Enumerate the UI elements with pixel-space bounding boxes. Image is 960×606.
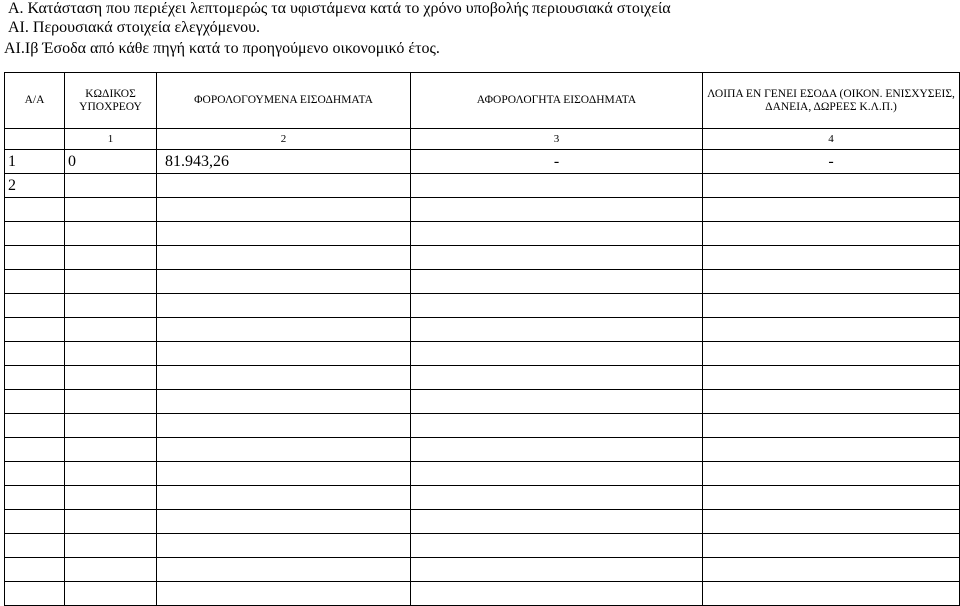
cell-other-income <box>703 270 960 294</box>
table-row <box>5 150 960 174</box>
cell-aa <box>5 414 65 438</box>
cell-code <box>65 510 157 534</box>
cell-taxed-income <box>157 486 411 510</box>
cell-untaxed-income <box>411 510 703 534</box>
column-number-4: 4 <box>703 129 960 150</box>
table-row <box>5 582 960 606</box>
cell-taxed-income <box>157 342 411 366</box>
cell-untaxed-income: - <box>411 150 703 174</box>
cell-aa: 2 <box>5 174 65 198</box>
cell-untaxed-income <box>411 270 703 294</box>
table-row <box>5 222 960 246</box>
cell-other-income <box>703 558 960 582</box>
cell-aa <box>5 558 65 582</box>
cell-code <box>65 558 157 582</box>
cell-other-income <box>703 222 960 246</box>
header-other-income: ΛΟΙΠΑ ΕΝ ΓΕΝΕΙ ΕΣΟΔΑ (ΟΙΚΟΝ. ΕΝΙΣΧΥΣΕΙΣ, ΔΑΝΕΙΑ, ΔΩΡΕΕΣ Κ.Λ.Π.) <box>703 73 960 129</box>
column-number-blank <box>5 129 65 150</box>
cell-other-income <box>703 198 960 222</box>
cell-taxed-income <box>157 534 411 558</box>
table-row <box>5 366 960 390</box>
cell-taxed-income <box>157 558 411 582</box>
cell-aa <box>5 366 65 390</box>
cell-code <box>65 198 157 222</box>
cell-aa <box>5 486 65 510</box>
cell-aa <box>5 342 65 366</box>
table-row <box>5 198 960 222</box>
cell-untaxed-income <box>411 558 703 582</box>
table-row <box>5 246 960 270</box>
cell-aa <box>5 246 65 270</box>
cell-untaxed-income <box>411 462 703 486</box>
cell-untaxed-income <box>411 318 703 342</box>
cell-other-income <box>703 462 960 486</box>
cell-taxed-income <box>157 438 411 462</box>
cell-untaxed-income <box>411 174 703 198</box>
cell-untaxed-income <box>411 246 703 270</box>
cell-code <box>65 462 157 486</box>
cell-other-income <box>703 174 960 198</box>
cell-code <box>65 438 157 462</box>
table-row <box>5 294 960 318</box>
cell-untaxed-income <box>411 438 703 462</box>
cell-taxed-income <box>157 222 411 246</box>
cell-code <box>65 174 157 198</box>
table-row <box>5 342 960 366</box>
cell-other-income <box>703 318 960 342</box>
cell-untaxed-income <box>411 534 703 558</box>
cell-other-income: - <box>703 150 960 174</box>
table-row <box>5 438 960 462</box>
cell-taxed-income <box>157 198 411 222</box>
cell-taxed-income <box>157 294 411 318</box>
cell-code <box>65 294 157 318</box>
table-row <box>5 558 960 582</box>
cell-taxed-income <box>157 582 411 606</box>
cell-untaxed-income <box>411 198 703 222</box>
cell-taxed-income <box>157 390 411 414</box>
cell-code <box>65 270 157 294</box>
cell-taxed-income <box>157 462 411 486</box>
cell-aa <box>5 198 65 222</box>
cell-other-income <box>703 390 960 414</box>
column-number-3: 3 <box>411 129 703 150</box>
cell-code <box>65 222 157 246</box>
cell-aa: 1 <box>5 150 65 174</box>
cell-other-income <box>703 366 960 390</box>
table-header-row <box>5 73 960 129</box>
cell-aa <box>5 582 65 606</box>
cell-code <box>65 246 157 270</box>
table-row <box>5 414 960 438</box>
column-number-row <box>5 129 960 150</box>
cell-taxed-income <box>157 174 411 198</box>
cell-aa <box>5 390 65 414</box>
cell-taxed-income <box>157 246 411 270</box>
cell-taxed-income: 81.943,26 <box>157 150 411 174</box>
cell-code <box>65 342 157 366</box>
table-row <box>5 510 960 534</box>
cell-aa <box>5 222 65 246</box>
cell-taxed-income <box>157 366 411 390</box>
header-code: ΚΩΔΙΚΟΣ ΥΠΟΧΡΕΟΥ <box>65 73 157 129</box>
cell-untaxed-income <box>411 222 703 246</box>
table-row <box>5 174 960 198</box>
cell-other-income <box>703 246 960 270</box>
header-taxed-income: ΦΟΡΟΛΟΓΟΥΜΕΝΑ ΕΙΣΟΔΗΜΑΤΑ <box>157 73 411 129</box>
cell-other-income <box>703 510 960 534</box>
cell-untaxed-income <box>411 390 703 414</box>
cell-aa <box>5 294 65 318</box>
cell-untaxed-income <box>411 294 703 318</box>
cell-aa <box>5 510 65 534</box>
cell-code <box>65 366 157 390</box>
cell-aa <box>5 270 65 294</box>
table-row <box>5 462 960 486</box>
table-row <box>5 318 960 342</box>
cell-aa <box>5 534 65 558</box>
cell-code: 0 <box>65 150 157 174</box>
heading-section-ai: ΑΙ. Περουσιακά στοιχεία ελεγχόμενου. <box>8 19 261 36</box>
income-table <box>4 72 960 606</box>
cell-code <box>65 486 157 510</box>
cell-code <box>65 582 157 606</box>
cell-other-income <box>703 414 960 438</box>
cell-untaxed-income <box>411 366 703 390</box>
cell-taxed-income <box>157 414 411 438</box>
table-row <box>5 534 960 558</box>
cell-code <box>65 534 157 558</box>
cell-untaxed-income <box>411 582 703 606</box>
header-aa: Α/Α <box>5 73 65 129</box>
heading-section-a: Α. Κατάσταση που περιέχει λεπτομερώς τα υφιστάμενα κατά το χρόνο υποβολής περιουσιακά στοιχεία <box>8 0 671 17</box>
table-row <box>5 390 960 414</box>
column-number-2: 2 <box>157 129 411 150</box>
cell-aa <box>5 462 65 486</box>
heading-section-ai-ib: ΑΙ.Ιβ Έσοδα από κάθε πηγή κατά το προηγούμενο οικονομικό έτος. <box>4 40 440 57</box>
cell-code <box>65 414 157 438</box>
cell-other-income <box>703 342 960 366</box>
cell-aa <box>5 438 65 462</box>
header-untaxed-income: ΑΦΟΡΟΛΟΓΗΤΑ ΕΙΣΟΔΗΜΑΤΑ <box>411 73 703 129</box>
cell-taxed-income <box>157 318 411 342</box>
table-row <box>5 270 960 294</box>
cell-code <box>65 390 157 414</box>
cell-taxed-income <box>157 270 411 294</box>
cell-untaxed-income <box>411 414 703 438</box>
table-row <box>5 486 960 510</box>
cell-untaxed-income <box>411 486 703 510</box>
cell-other-income <box>703 582 960 606</box>
cell-untaxed-income <box>411 342 703 366</box>
cell-taxed-income <box>157 510 411 534</box>
cell-other-income <box>703 294 960 318</box>
cell-other-income <box>703 534 960 558</box>
column-number-1: 1 <box>65 129 157 150</box>
cell-other-income <box>703 486 960 510</box>
cell-code <box>65 318 157 342</box>
cell-aa <box>5 318 65 342</box>
cell-other-income <box>703 438 960 462</box>
